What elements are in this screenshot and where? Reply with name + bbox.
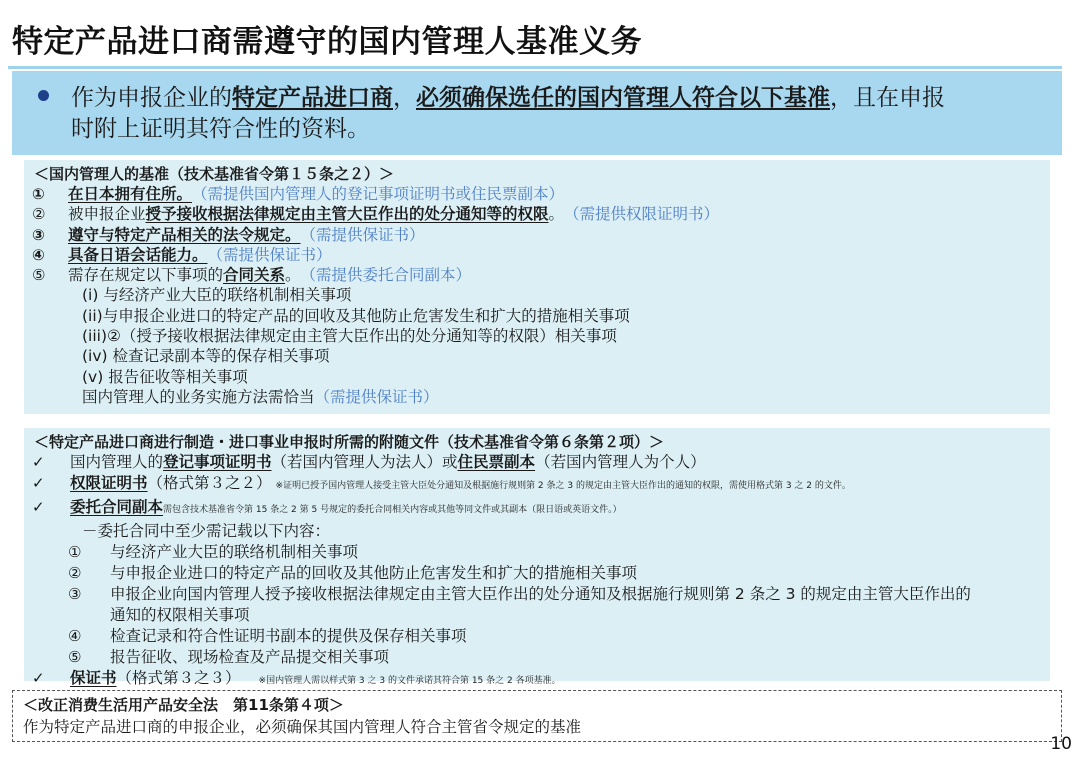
page-title: 特定产品进口商需遵守的国内管理人基准义务	[12, 24, 642, 60]
item-note: （需提供保证书）	[314, 387, 439, 406]
item-text-bold: 委托合同副本	[70, 498, 164, 516]
item-text: 需存在规定以下事项的	[68, 266, 224, 285]
criteria-subitem: (ⅰⅴ) 检查记录副本等的保存相关事项	[82, 347, 330, 366]
criteria-section	[24, 160, 1050, 414]
item-text: 与经济产业大臣的联络机制相关事项	[110, 543, 359, 561]
item-text: （格式第３之２）	[147, 474, 272, 492]
item-text: （若国内管理人为法人）或	[271, 453, 458, 471]
criteria-item	[32, 225, 1050, 245]
item-number: ①	[68, 543, 82, 561]
item-note: （需提供委托合同副本）	[300, 266, 472, 285]
criteria-item	[32, 184, 1050, 204]
criteria-header: ＜国内管理人的基准（技术基准省令第１５条之２）＞	[34, 165, 395, 183]
intro-highlight-requirement: 必须确保选任的国内管理人符合以下基准	[416, 85, 830, 111]
check-icon: ✓	[32, 669, 45, 687]
item-text-bold: 登记事项证明书	[163, 453, 272, 471]
intro-text: 作为申报企业的	[71, 85, 232, 111]
contract-item	[68, 542, 1050, 563]
item-text-bold: 合同关系	[223, 266, 286, 285]
item-note: （需提供保证书）	[300, 225, 425, 244]
intro-highlight-importer: 特定产品进口商	[232, 85, 393, 111]
item-text: 国内管理人的业务实施方法需恰当	[82, 387, 315, 406]
law-reference-box	[12, 690, 1062, 742]
item-text: 遵守与特定产品相关的法令规定。	[68, 225, 301, 244]
item-text: 与申报企业进口的特定产品的回收及其他防止危害发生和扩大的措施相关事项	[110, 564, 638, 582]
item-text-bold: 住民票副本	[457, 453, 536, 471]
item-text-bold: 权限证明书	[70, 474, 148, 492]
item-number: ③	[32, 225, 45, 244]
item-text: 申报企业向国内管理人授予接收根据法律规定由主管大臣作出的处分通知及根据施行规则第 2 条之 3 的规定由主管大臣作出的	[110, 585, 971, 603]
law-reference-text: 作为特定产品进口商的申报企业，必须确保其国内管理人符合主管省令规定的基准	[23, 718, 582, 736]
item-text: （格式第３之３）	[116, 669, 241, 687]
document-item	[32, 497, 1050, 521]
item-number: ④	[68, 627, 82, 645]
document-item	[32, 452, 1050, 473]
item-note: （需提供权限证明书）	[564, 205, 720, 224]
contract-item	[68, 584, 1050, 605]
contract-intro: －委托合同中至少需记载以下内容：	[82, 522, 331, 540]
item-text: （若国内管理人为个人）	[535, 453, 706, 471]
item-text-bold: 授予接收根据法律规定由主管大臣作出的处分通知等的权限	[145, 205, 549, 224]
item-number: ③	[68, 585, 82, 603]
intro-text: 时附上证明其符合性的资料。	[71, 116, 370, 142]
title-divider	[8, 66, 1062, 69]
item-number: ⑤	[32, 266, 46, 285]
criteria-item	[32, 204, 1050, 224]
criteria-subitem: (iii)②（授予接收根据法律规定由主管大臣作出的处分通知等的权限）相关事项	[82, 327, 617, 346]
law-reference-header: ＜改正消费生活用产品安全法 第11条第４项＞	[23, 696, 344, 714]
document-item	[32, 668, 1050, 692]
criteria-subitem: (ii)与申报企业进口的特定产品的回收及其他防止危害发生和扩大的措施相关事项	[82, 306, 630, 325]
documents-section	[24, 428, 1050, 687]
check-icon: ✓	[32, 498, 45, 516]
intro-panel	[12, 71, 1062, 155]
item-text-bold: 保证书	[70, 669, 117, 687]
intro-text: ，且在申报	[830, 85, 945, 111]
item-number: ②	[32, 205, 46, 224]
document-item	[32, 473, 1050, 497]
intro-text: ，	[393, 85, 416, 111]
item-number: ④	[32, 245, 45, 264]
item-number: ②	[68, 564, 82, 582]
check-icon: ✓	[32, 474, 45, 492]
contract-list	[32, 542, 1050, 668]
criteria-item	[32, 245, 1050, 265]
contract-item-continued	[68, 605, 1050, 626]
item-text: 具备日语会话能力。	[68, 245, 208, 264]
intro-line-1	[38, 83, 1042, 114]
item-text: 在日本拥有住所。	[68, 185, 193, 203]
check-icon: ✓	[32, 453, 45, 471]
item-number: ①	[32, 185, 45, 203]
item-number: ⑤	[68, 648, 82, 666]
criteria-last-item	[32, 387, 1050, 407]
item-footnote: 需包含技术基准省令第 15 条之 2 第 5 号规定的委托合同相关内容或其他等同文件或其副本（限日语或英语文件。）	[163, 505, 622, 515]
item-text: 被申报企业	[68, 205, 146, 224]
item-footnote: ※国内管理人需以样式第 3 之 3 的文件承诺其符合第 15 条之 2 各项基准。	[258, 676, 561, 686]
item-text: 通知的权限相关事项	[110, 606, 250, 624]
criteria-item	[32, 265, 1050, 285]
contract-item	[68, 647, 1050, 668]
item-text: 检查记录和符合性证明书副本的提供及保存相关事项	[110, 627, 467, 645]
item-footnote: ※证明已授予国内管理人接受主管大臣处分通知及根据施行规则第 2 条之 3 的规定由主管大臣作出的通知的权限，需使用格式第 3 之 2 的文件。	[275, 481, 851, 491]
item-text: 。	[285, 266, 301, 285]
contract-item	[68, 626, 1050, 647]
documents-header: ＜特定产品进口商进行制造・进口事业申报时所需的附随文件（技术基准省令第６条第２项）＞	[34, 433, 665, 451]
item-text: 国内管理人的	[70, 453, 164, 471]
page-number: 10	[1050, 734, 1072, 754]
item-text: 报告征收、现场检查及产品提交相关事项	[110, 648, 390, 666]
bullet-icon	[38, 90, 49, 101]
item-text: 。	[548, 205, 565, 224]
contract-item	[68, 563, 1050, 584]
item-note: （需提供保证书）	[207, 245, 332, 264]
criteria-subitem: (ⅴ) 报告征收等相关事项	[82, 367, 248, 386]
criteria-subitem: (i) 与经济产业大臣的联络机制相关事项	[82, 286, 352, 305]
intro-line-2	[38, 114, 1042, 145]
item-note: （需提供国内管理人的登记事项证明书或住民票副本）	[192, 185, 565, 203]
